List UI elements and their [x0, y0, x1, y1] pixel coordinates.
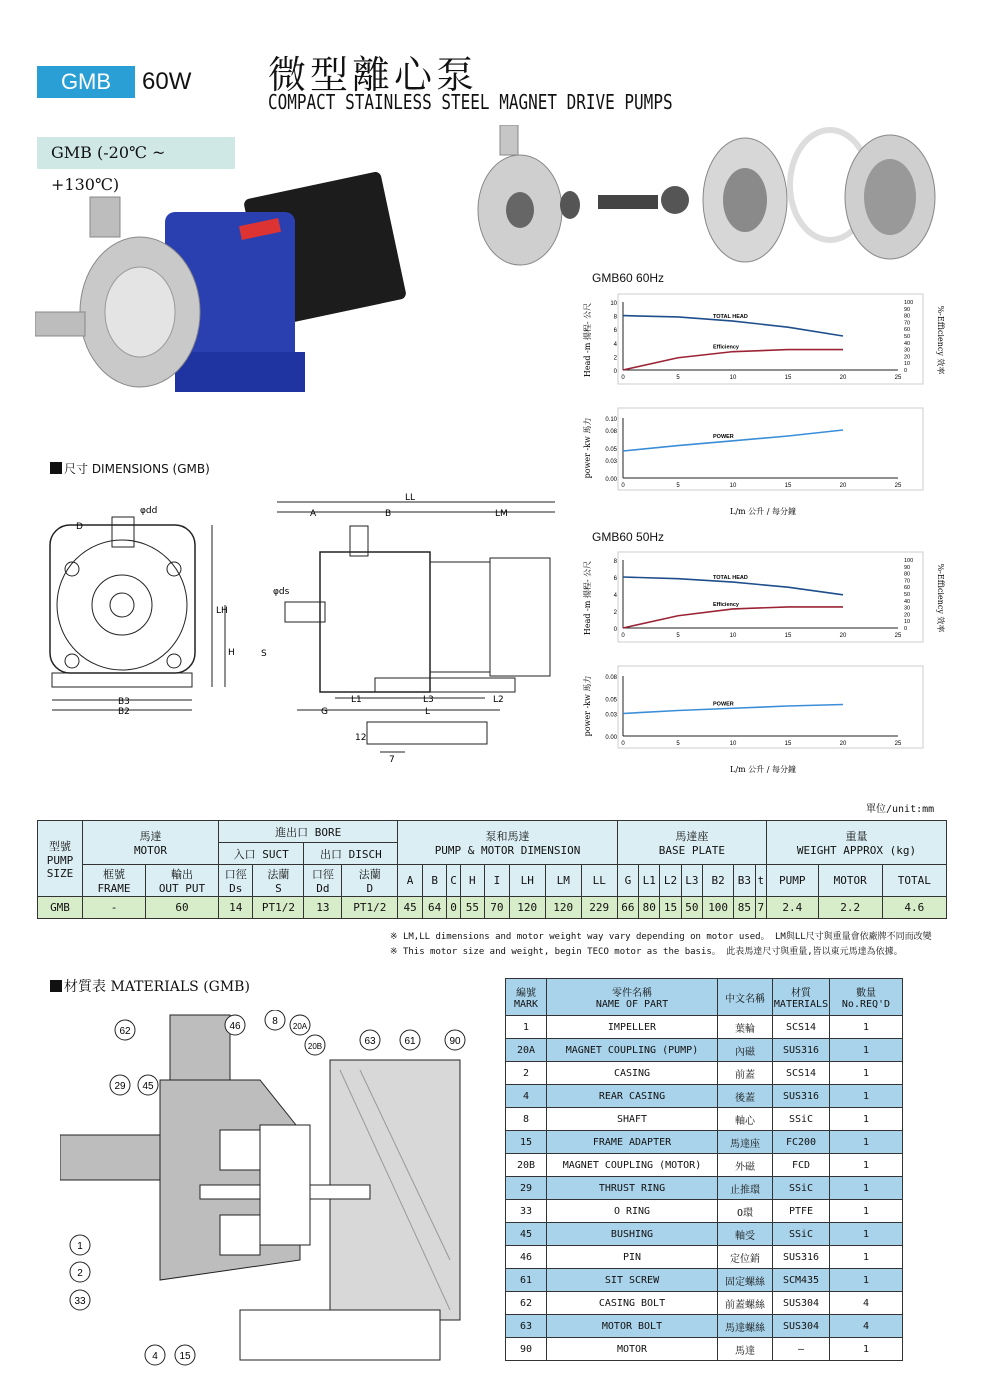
y2-tick-label: 90 [904, 306, 911, 313]
table-cell: SUS316 [773, 1039, 830, 1062]
table-cell: MOTOR [547, 1338, 718, 1361]
y2-tick-label: 80 [904, 571, 911, 578]
x-tick-label: 10 [729, 375, 737, 381]
y2-tick-label: 50 [904, 334, 911, 340]
side-view-drawing [255, 490, 565, 765]
table-cell: 1 [830, 1177, 903, 1200]
table-cell: CASING [547, 1062, 718, 1085]
unit-label: 單位/unit:mm [866, 804, 935, 815]
col-suct: 入口 SUCT [219, 843, 304, 865]
col-frame: 框號 FRAME [83, 865, 146, 897]
table-row [506, 1039, 903, 1062]
table-cell: 葉輪 [718, 1016, 773, 1039]
table-cell: 前蓋 [718, 1062, 773, 1085]
label-L3: L3 [423, 695, 434, 705]
label-LL: LL [405, 493, 416, 503]
x-tick-label: 10 [729, 633, 737, 639]
col-ds: 口徑 Ds [219, 865, 253, 897]
table-cell: 2 [506, 1062, 547, 1085]
label-LM: LM [495, 509, 508, 519]
col-base-item: L3 [681, 865, 702, 897]
y2-tick-label: 0 [904, 626, 908, 632]
y2-tick-label: 50 [904, 592, 911, 598]
col-dim: I [485, 865, 510, 897]
col-dim: B [422, 865, 447, 897]
table-cell: 120 [509, 897, 545, 919]
x-tick-label: 15 [784, 633, 792, 639]
col-chinese-name: 中文名稱 [718, 979, 773, 1016]
table-cell: 軸心 [718, 1108, 773, 1131]
table-cell: 1 [506, 1016, 547, 1039]
col-material: 材質 MATERIALS [773, 979, 830, 1016]
table-cell: 50 [681, 897, 702, 919]
table-cell: 80 [639, 897, 660, 919]
col-weight-item: TOTAL [882, 865, 946, 897]
col-d: 法蘭 D [342, 865, 398, 897]
table-cell: 定位銷 [718, 1246, 773, 1269]
y-tick-label: 4 [613, 341, 617, 348]
label-12: 12 [355, 733, 367, 743]
table-row [506, 1131, 903, 1154]
table-cell: MAGNET COUPLING (MOTOR) [547, 1154, 718, 1177]
col-bore: 進出口 BORE [219, 821, 398, 843]
table-cell: 63 [506, 1315, 547, 1338]
table-row [506, 1269, 903, 1292]
bullet-square-icon [50, 980, 62, 992]
table-cell: 1 [830, 1200, 903, 1223]
col-base-item: B2 [703, 865, 734, 897]
table-cell: 1 [830, 1108, 903, 1131]
table-cell: 外磁 [718, 1154, 773, 1177]
y-tick-label: 0.05 [605, 697, 617, 704]
table-row [506, 1292, 903, 1315]
y-tick-label: 8 [613, 314, 617, 321]
col-dim: A [398, 865, 423, 897]
table-cell: 4 [830, 1292, 903, 1315]
table-cell: THRUST RING [547, 1177, 718, 1200]
table-cell: IMPELLER [547, 1016, 718, 1039]
x-tick-label: 25 [894, 483, 902, 489]
x-tick-label: 25 [894, 741, 902, 747]
callout-label: 33 [74, 1296, 86, 1307]
table-cell: 4 [830, 1315, 903, 1338]
table-cell: 內磁 [718, 1039, 773, 1062]
table-row [38, 897, 947, 919]
table-cell: 前蓋螺絲 [718, 1292, 773, 1315]
table-row [506, 1108, 903, 1131]
table-row [506, 1154, 903, 1177]
x-tick-label: 10 [729, 741, 737, 747]
table-row [506, 1016, 903, 1039]
label-H: H [228, 648, 235, 658]
series-label-efficiency: Efficiency [713, 344, 739, 351]
table-cell: 止推環 [718, 1177, 773, 1200]
table-cell: 15 [660, 897, 681, 919]
callout-label: 20A [292, 1022, 308, 1031]
table-cell: 1 [830, 1154, 903, 1177]
y2-tick-label: 90 [904, 564, 911, 571]
table-cell: 固定螺絲 [718, 1269, 773, 1292]
x-tick-label: 0 [621, 741, 625, 747]
power-axis-label: power -kw 馬力 [583, 417, 592, 479]
callout-label: 4 [152, 1351, 158, 1362]
callout-label: 15 [179, 1351, 191, 1362]
y2-tick-label: 40 [904, 340, 911, 347]
col-base-item: G [617, 865, 638, 897]
col-model: 型號 PUMP SIZE [38, 821, 83, 897]
y2-tick-label: 70 [904, 578, 911, 585]
x-tick-label: 5 [676, 741, 680, 747]
x-tick-label: 0 [621, 375, 625, 381]
table-cell: 1 [830, 1085, 903, 1108]
col-s: 法蘭 S [253, 865, 304, 897]
label-S: S [261, 649, 267, 659]
table-cell: 229 [581, 897, 617, 919]
table-cell: 7 [755, 897, 766, 919]
table-cell: 1 [830, 1246, 903, 1269]
table-cell: 1 [830, 1062, 903, 1085]
materials-table [505, 978, 903, 1361]
y2-tick-label: 60 [904, 585, 911, 592]
y-tick-label: 6 [613, 576, 617, 582]
col-base-item: B3 [734, 865, 755, 897]
table-cell: SUS316 [773, 1085, 830, 1108]
y-tick-label: 0.10 [605, 417, 617, 423]
x-tick-label: 15 [784, 483, 792, 489]
col-part-name: 零件名稱 NAME OF PART [547, 979, 718, 1016]
pump-photo [35, 172, 435, 412]
x-tick-label: 5 [676, 483, 680, 489]
table-row [506, 1338, 903, 1361]
label-phi-dd: φdd [140, 506, 158, 516]
col-dim: LL [581, 865, 617, 897]
y2-tick-label: 20 [904, 354, 911, 361]
efficiency-axis-label: %-Efficiency 效率 [936, 305, 945, 375]
power-rating: 60W [142, 68, 192, 95]
label-D: D [76, 522, 83, 532]
y2-tick-label: 0 [904, 368, 908, 374]
label-7: 7 [389, 755, 395, 765]
table-cell: O環 [718, 1200, 773, 1223]
table-cell: REAR CASING [547, 1085, 718, 1108]
table-cell: 4.6 [882, 897, 946, 919]
y-tick-label: 0.03 [605, 459, 617, 465]
table-cell: 馬達 [718, 1338, 773, 1361]
y2-tick-label: 10 [904, 619, 911, 626]
y2-tick-label: 40 [904, 598, 911, 605]
label-B3: B3 [118, 697, 130, 707]
table-cell: SSiC [773, 1177, 830, 1200]
col-output: 輸出 OUT PUT [146, 865, 219, 897]
label-phi-ds: φds [273, 587, 290, 597]
col-mark: 編號 MARK [506, 979, 547, 1016]
table-cell: 46 [506, 1246, 547, 1269]
callout-label: 1 [77, 1241, 83, 1252]
table-cell: 軸受 [718, 1223, 773, 1246]
table-cell: 1 [830, 1269, 903, 1292]
table-cell: FCD [773, 1154, 830, 1177]
table-cell: 1 [830, 1223, 903, 1246]
note-1: ※ LM,LL dimensions and motor weight way vary depending on motor used。 LM與LL尺寸與重量會依廠牌不同而改變 [390, 932, 932, 942]
y-tick-label: 0.08 [605, 429, 617, 435]
y2-tick-label: 30 [904, 347, 911, 354]
table-row [506, 1177, 903, 1200]
x-tick-label: 5 [676, 633, 680, 639]
label-A: A [310, 509, 317, 519]
series-label-power: POWER [713, 433, 734, 440]
exploded-parts-photo [470, 125, 950, 275]
table-cell: 2.2 [818, 897, 882, 919]
y-tick-label: 0.00 [605, 735, 617, 741]
table-cell: 4 [506, 1085, 547, 1108]
power-axis-label: power -kw 馬力 [583, 675, 592, 737]
table-cell: 13 [304, 897, 342, 919]
callout-label: 46 [229, 1021, 241, 1032]
y2-tick-label: 70 [904, 320, 911, 327]
col-base-item: t [755, 865, 766, 897]
table-cell: FRAME ADAPTER [547, 1131, 718, 1154]
table-cell: 33 [506, 1200, 547, 1223]
y-tick-label: 0.03 [605, 712, 617, 719]
x-axis-label: L/m 公升 / 每分鐘 [730, 765, 796, 774]
x-tick-label: 25 [894, 375, 902, 381]
head-axis-label: Head -m 揚程- 公尺 [583, 302, 592, 378]
callout-label: 45 [142, 1081, 154, 1092]
table-cell: BUSHING [547, 1223, 718, 1246]
table-cell: 29 [506, 1177, 547, 1200]
bullet-square-icon [50, 462, 62, 474]
table-cell: PT1/2 [342, 897, 398, 919]
table-cell: — [773, 1338, 830, 1361]
label-B2: B2 [118, 707, 130, 717]
table-cell: SSiC [773, 1108, 830, 1131]
callout-label: 90 [449, 1036, 461, 1047]
col-pump-motor: 泵和馬達 PUMP & MOTOR DIMENSION [398, 821, 617, 865]
table-row [506, 1223, 903, 1246]
table-cell: SSiC [773, 1223, 830, 1246]
table-cell: 馬達座 [718, 1131, 773, 1154]
table-cell: 0 [447, 897, 460, 919]
table-row [506, 1246, 903, 1269]
x-tick-label: 25 [894, 633, 902, 639]
col-weight-item: PUMP [766, 865, 818, 897]
x-tick-label: 15 [784, 741, 792, 747]
x-tick-label: 0 [621, 633, 625, 639]
table-cell: 64 [422, 897, 447, 919]
y2-tick-label: 80 [904, 313, 911, 320]
table-cell: 20B [506, 1154, 547, 1177]
chart-60hz-title: GMB60 60Hz [592, 271, 665, 285]
table-cell: FC200 [773, 1131, 830, 1154]
col-motor: 馬達 MOTOR [83, 821, 219, 865]
table-cell: 45 [506, 1223, 547, 1246]
label-G: G [321, 707, 328, 717]
table-cell: - [83, 897, 146, 919]
table-cell: MOTOR BOLT [547, 1315, 718, 1338]
table-cell: 20A [506, 1039, 547, 1062]
y-tick-label: 4 [613, 593, 617, 599]
col-dim: C [447, 865, 460, 897]
front-view-drawing [40, 495, 250, 720]
callout-label: 2 [77, 1268, 83, 1279]
table-cell: 66 [617, 897, 638, 919]
x-tick-label: 15 [784, 375, 792, 381]
col-dim: LM [545, 865, 581, 897]
y2-tick-label: 60 [904, 327, 911, 334]
y-tick-label: 0.05 [605, 447, 617, 453]
callout-label: 29 [114, 1081, 126, 1092]
y-tick-label: 0 [613, 627, 617, 633]
table-cell: SUS304 [773, 1315, 830, 1338]
table-cell: SHAFT [547, 1108, 718, 1131]
x-axis-label: L/m 公升 / 每分鐘 [730, 507, 796, 516]
table-cell: 1 [830, 1016, 903, 1039]
table-cell: SCM435 [773, 1269, 830, 1292]
page-title: 微型離心泵 [268, 53, 479, 97]
x-tick-label: 20 [839, 483, 847, 489]
table-cell: 馬達螺絲 [718, 1315, 773, 1338]
col-weight: 重量 WEIGHT APPROX (kg) [766, 821, 946, 865]
col-dd: 口徑 Dd [304, 865, 342, 897]
page-subtitle: COMPACT STAINLESS STEEL MAGNET DRIVE PUMPS [268, 90, 673, 114]
x-tick-label: 20 [839, 633, 847, 639]
col-dim: H [460, 865, 485, 897]
y2-tick-label: 20 [904, 612, 911, 619]
table-cell: MAGNET COUPLING (PUMP) [547, 1039, 718, 1062]
table-cell: 1 [830, 1131, 903, 1154]
y2-tick-label: 10 [904, 361, 911, 368]
col-qty: 數量 No.REQ'D [830, 979, 903, 1016]
table-cell: 8 [506, 1108, 547, 1131]
table-cell: GMB [38, 897, 83, 919]
table-row [506, 1315, 903, 1338]
table-cell: SUS316 [773, 1246, 830, 1269]
table-cell: 2.4 [766, 897, 818, 919]
callout-label: 62 [119, 1026, 131, 1037]
y-tick-label: 6 [613, 328, 617, 335]
table-cell: 1 [830, 1039, 903, 1062]
table-cell: 120 [545, 897, 581, 919]
materials-heading: 材質表 MATERIALS (GMB) [50, 976, 250, 996]
callout-label: 8 [272, 1016, 278, 1027]
table-cell: SIT SCREW [547, 1269, 718, 1292]
table-cell: O RING [547, 1200, 718, 1223]
callout-label: 20B [307, 1042, 323, 1051]
table-cell: 1 [830, 1338, 903, 1361]
note-2: ※ This motor size and weight, begin TECO motor as the basis。 此表馬達尺寸與重量,皆以東元馬達為依據。 [390, 947, 903, 957]
model-badge: GMB [37, 66, 135, 98]
table-cell: SCS14 [773, 1062, 830, 1085]
label-LH: LH [216, 606, 228, 616]
col-disch: 出口 DISCH [304, 843, 398, 865]
spec-table [37, 820, 947, 919]
y2-tick-label: 100 [904, 300, 914, 306]
y-tick-label: 8 [613, 559, 617, 565]
table-cell: 後蓋 [718, 1085, 773, 1108]
label-L2: L2 [493, 695, 504, 705]
table-cell: 61 [506, 1269, 547, 1292]
y-tick-label: 0.08 [605, 675, 617, 681]
x-tick-label: 0 [621, 483, 625, 489]
table-cell: CASING BOLT [547, 1292, 718, 1315]
y-tick-label: 0 [613, 369, 617, 375]
x-tick-label: 10 [729, 483, 737, 489]
series-label-power: POWER [713, 701, 734, 708]
callout-label: 61 [404, 1036, 416, 1047]
series-label-head: TOTAL HEAD [713, 575, 748, 582]
table-cell: 90 [506, 1338, 547, 1361]
col-dim: LH [509, 865, 545, 897]
x-tick-label: 20 [839, 741, 847, 747]
col-base-item: L2 [660, 865, 681, 897]
table-cell: 55 [460, 897, 485, 919]
series-label-efficiency: Efficiency [713, 601, 739, 608]
x-tick-label: 20 [839, 375, 847, 381]
table-cell: 15 [506, 1131, 547, 1154]
col-weight-item: MOTOR [818, 865, 882, 897]
callout-label: 63 [364, 1036, 376, 1047]
label-B: B [385, 509, 392, 519]
table-row [506, 1062, 903, 1085]
table-cell: SUS304 [773, 1292, 830, 1315]
table-cell: 85 [734, 897, 755, 919]
dimensions-heading: 尺寸 DIMENSIONS (GMB) [50, 460, 210, 477]
table-cell: 45 [398, 897, 423, 919]
col-base: 馬達座 BASE PLATE [617, 821, 766, 865]
table-row [506, 1085, 903, 1108]
chart-50hz [578, 548, 948, 778]
y2-tick-label: 30 [904, 605, 911, 612]
chart-60hz [578, 290, 948, 520]
y-tick-label: 2 [613, 610, 617, 616]
col-base-item: L1 [639, 865, 660, 897]
table-cell: 70 [485, 897, 510, 919]
table-cell: 60 [146, 897, 219, 919]
table-cell: PT1/2 [253, 897, 304, 919]
sectional-drawing [60, 1010, 480, 1380]
table-row [506, 1200, 903, 1223]
y2-tick-label: 100 [904, 558, 914, 564]
table-cell: PTFE [773, 1200, 830, 1223]
series-label-head: TOTAL HEAD [713, 314, 748, 321]
head-axis-label: Head -m 揚程- 公尺 [583, 560, 592, 636]
y-tick-label: 10 [610, 301, 617, 307]
label-L: L [425, 707, 431, 717]
table-cell: 100 [703, 897, 734, 919]
label-L1: L1 [351, 695, 362, 705]
table-cell: 14 [219, 897, 253, 919]
table-cell: 62 [506, 1292, 547, 1315]
x-tick-label: 5 [676, 375, 680, 381]
table-cell: PIN [547, 1246, 718, 1269]
chart-50hz-title: GMB60 50Hz [592, 530, 665, 544]
y-tick-label: 0.00 [605, 477, 617, 483]
y-tick-label: 2 [613, 355, 617, 362]
efficiency-axis-label: %-Efficiency 效率 [936, 563, 945, 633]
table-cell: SCS14 [773, 1016, 830, 1039]
temperature-range: GMB (-20℃ ~ +130℃) [37, 137, 235, 169]
